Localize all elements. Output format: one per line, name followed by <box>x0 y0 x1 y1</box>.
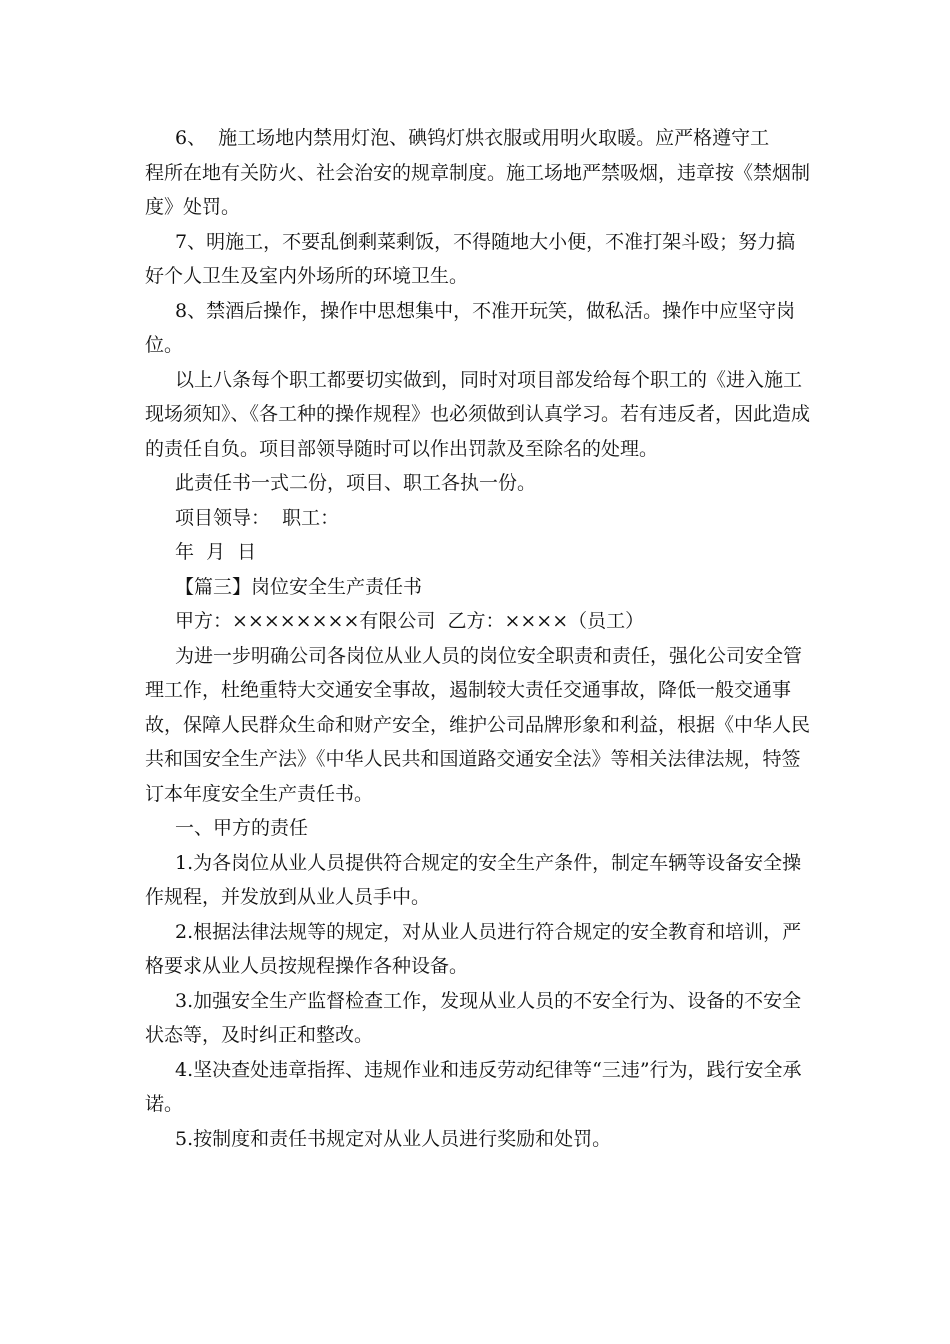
paragraph-rule-6-cont: 程所在地有关防火、社会治安的规章制度。施工场地严禁吸烟，违章按《禁烟制度》处罚。 <box>145 161 811 218</box>
parties-line: 甲方：××××××××有限公司 乙方：××××（员工） <box>175 610 645 632</box>
item-2: 2.根据法律法规等的规定，对从业人员进行符合规定的安全教育和培训，严格要求从业人员按规程操作各种设备。 <box>145 920 802 977</box>
paragraph-summary: 以上八条每个职工都要切实做到，同时对项目部发给每个职工的《进入施工现场须知》、《各工种的操作规程》也必须做到认真学习。若有违反者，因此造成的责任自负。项目部领导随时可以作出罚款及至除名的处理。 <box>145 368 811 460</box>
paragraph-rule-8: 8、禁酒后操作，操作中思想集中，不准开玩笑，做私活。操作中应坚守岗位。 <box>145 299 796 356</box>
paragraph-purpose: 为进一步明确公司各岗位从业人员的岗位安全职责和责任，强化公司安全管理工作，杜绝重特大交通安全事故，遏制较大责任交通事故，降低一般交通事故，保障人民群众生命和财产安全，维护公司品牌形象和利益，根据《中华人民共和国安全生产法》《中华人民共和国道路交通安全法》等相关法律法规，特签订本年度安全生产责任书。 <box>145 644 811 805</box>
heading-party-a: 一、甲方的责任 <box>175 817 309 839</box>
date-line: 年 月 日 <box>175 541 257 563</box>
paragraph-rule-7: 7、明施工，不要乱倒剩菜剩饭，不得随地大小便，不准打架斗殴；努力搞好个人卫生及室内外场所的环境卫生。 <box>145 230 796 287</box>
paragraph-copies: 此责任书一式二份，项目、职工各执一份。 <box>175 472 537 494</box>
item-3: 3.加强安全生产监督检查工作，发现从业人员的不安全行为、设备的不安全状态等，及时纠正和整改。 <box>145 989 802 1046</box>
section-title: 【篇三】岗位安全生产责任书 <box>175 575 423 598</box>
paragraph-rule-6: 6、 施工场地内禁用灯泡、碘钨灯烘衣服或用明火取暖。应严格遵守工 <box>175 127 770 149</box>
item-1: 1.为各岗位从业人员提供符合规定的安全生产条件，制定车辆等设备安全操作规程，并发放到从业人员手中。 <box>145 851 802 908</box>
item-4: 4.坚决查处违章指挥、违规作业和违反劳动纪律等“三违”行为，践行安全承诺。 <box>145 1058 802 1115</box>
signature-line: 项目领导： 职工： <box>175 506 340 529</box>
document-body <box>145 121 810 1156</box>
item-5: 5.按制度和责任书规定对从业人员进行奖励和处罚。 <box>175 1127 612 1150</box>
